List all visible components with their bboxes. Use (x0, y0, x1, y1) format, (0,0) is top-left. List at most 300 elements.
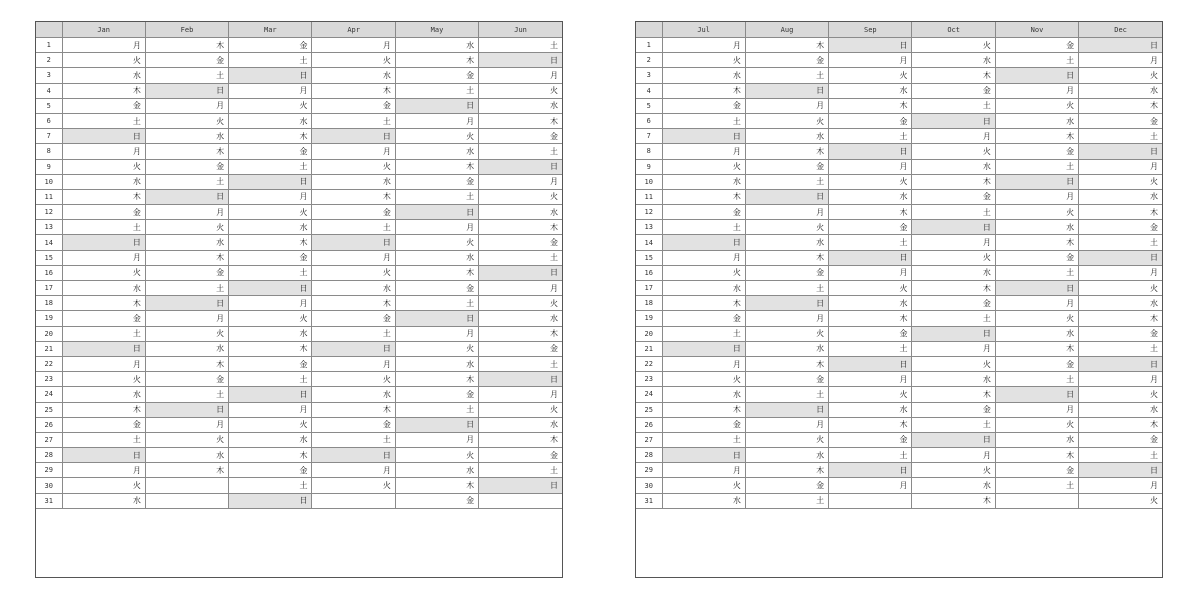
day-cell[interactable]: 木 (312, 296, 395, 311)
day-cell[interactable]: 火 (912, 144, 995, 159)
day-cell[interactable]: 日 (229, 387, 312, 402)
day-cell[interactable]: 日 (995, 387, 1078, 402)
day-cell[interactable]: 火 (312, 265, 395, 280)
day-cell[interactable]: 月 (395, 113, 478, 128)
day-cell[interactable]: 土 (995, 478, 1078, 493)
day-cell[interactable]: 金 (145, 265, 228, 280)
day-cell[interactable]: 土 (995, 159, 1078, 174)
day-cell[interactable]: 水 (145, 341, 228, 356)
day-cell[interactable]: 火 (662, 478, 745, 493)
day-cell[interactable]: 日 (312, 129, 395, 144)
day-cell[interactable]: 木 (995, 235, 1078, 250)
day-cell[interactable]: 水 (662, 281, 745, 296)
day-cell[interactable]: 水 (1079, 402, 1162, 417)
day-cell[interactable]: 水 (995, 113, 1078, 128)
day-cell[interactable]: 水 (829, 189, 912, 204)
day-cell[interactable]: 金 (229, 250, 312, 265)
day-cell[interactable]: 水 (912, 53, 995, 68)
day-cell[interactable]: 金 (745, 372, 828, 387)
day-cell[interactable]: 金 (229, 38, 312, 53)
day-cell[interactable]: 土 (662, 432, 745, 447)
day-cell[interactable]: 水 (145, 129, 228, 144)
day-cell[interactable]: 日 (1079, 463, 1162, 478)
day-cell[interactable]: 金 (912, 402, 995, 417)
day-cell[interactable]: 日 (912, 220, 995, 235)
day-cell[interactable]: 土 (312, 326, 395, 341)
day-cell[interactable]: 火 (995, 417, 1078, 432)
day-cell[interactable]: 木 (229, 235, 312, 250)
day-cell[interactable]: 土 (312, 220, 395, 235)
day-cell[interactable]: 木 (745, 38, 828, 53)
day-cell[interactable]: 木 (479, 326, 562, 341)
day-cell[interactable]: 火 (312, 53, 395, 68)
day-cell[interactable]: 火 (745, 113, 828, 128)
day-cell[interactable]: 金 (479, 448, 562, 463)
day-cell[interactable]: 火 (912, 250, 995, 265)
day-cell[interactable]: 日 (995, 281, 1078, 296)
day-cell[interactable]: 金 (479, 341, 562, 356)
day-cell[interactable]: 火 (395, 129, 478, 144)
day-cell[interactable]: 月 (995, 296, 1078, 311)
day-cell[interactable]: 火 (479, 83, 562, 98)
day-cell[interactable]: 月 (395, 432, 478, 447)
day-cell[interactable]: 日 (62, 341, 145, 356)
day-cell[interactable]: 木 (145, 356, 228, 371)
day-cell[interactable]: 水 (479, 311, 562, 326)
day-cell[interactable]: 水 (1079, 296, 1162, 311)
day-cell[interactable]: 水 (662, 387, 745, 402)
day-cell[interactable]: 木 (479, 220, 562, 235)
day-cell[interactable]: 水 (745, 448, 828, 463)
day-cell[interactable]: 日 (479, 53, 562, 68)
day-cell[interactable]: 金 (995, 144, 1078, 159)
day-cell[interactable]: 土 (229, 53, 312, 68)
day-cell[interactable]: 木 (662, 83, 745, 98)
day-cell[interactable]: 月 (912, 129, 995, 144)
day-cell[interactable]: 火 (395, 235, 478, 250)
day-cell[interactable]: 火 (229, 417, 312, 432)
day-cell[interactable]: 水 (395, 356, 478, 371)
day-cell[interactable]: 火 (662, 265, 745, 280)
day-cell[interactable]: 土 (912, 98, 995, 113)
day-cell[interactable]: 月 (995, 189, 1078, 204)
day-cell[interactable]: 水 (662, 493, 745, 508)
day-cell[interactable]: 火 (829, 68, 912, 83)
day-cell[interactable]: 月 (145, 417, 228, 432)
day-cell[interactable]: 火 (912, 463, 995, 478)
day-cell[interactable]: 土 (995, 53, 1078, 68)
day-cell[interactable]: 月 (829, 159, 912, 174)
day-cell[interactable]: 日 (745, 83, 828, 98)
day-cell[interactable]: 金 (395, 387, 478, 402)
day-cell[interactable]: 月 (995, 402, 1078, 417)
day-cell[interactable]: 木 (1079, 205, 1162, 220)
day-cell[interactable]: 木 (995, 341, 1078, 356)
day-cell[interactable]: 土 (229, 478, 312, 493)
day-cell[interactable]: 木 (912, 174, 995, 189)
day-cell[interactable]: 水 (62, 387, 145, 402)
day-cell[interactable]: 土 (745, 281, 828, 296)
day-cell[interactable]: 月 (829, 265, 912, 280)
day-cell[interactable]: 木 (912, 493, 995, 508)
day-cell[interactable]: 月 (229, 189, 312, 204)
day-cell[interactable]: 火 (1079, 387, 1162, 402)
day-cell[interactable]: 日 (829, 250, 912, 265)
day-cell[interactable] (145, 493, 228, 508)
day-cell[interactable]: 土 (1079, 129, 1162, 144)
day-cell[interactable]: 日 (1079, 38, 1162, 53)
day-cell[interactable]: 金 (745, 53, 828, 68)
day-cell[interactable]: 金 (145, 53, 228, 68)
day-cell[interactable]: 金 (312, 417, 395, 432)
day-cell[interactable]: 月 (1079, 478, 1162, 493)
day-cell[interactable]: 月 (312, 463, 395, 478)
day-cell[interactable]: 火 (62, 478, 145, 493)
day-cell[interactable]: 水 (62, 68, 145, 83)
day-cell[interactable]: 火 (229, 205, 312, 220)
day-cell[interactable]: 土 (229, 372, 312, 387)
day-cell[interactable]: 月 (62, 250, 145, 265)
day-cell[interactable]: 木 (145, 463, 228, 478)
day-cell[interactable]: 金 (995, 250, 1078, 265)
day-cell[interactable]: 金 (1079, 220, 1162, 235)
day-cell[interactable]: 金 (395, 174, 478, 189)
day-cell[interactable]: 月 (479, 68, 562, 83)
day-cell[interactable]: 土 (229, 265, 312, 280)
day-cell[interactable]: 木 (912, 281, 995, 296)
day-cell[interactable]: 木 (145, 38, 228, 53)
day-cell[interactable]: 月 (745, 205, 828, 220)
day-cell[interactable]: 金 (829, 220, 912, 235)
day-cell[interactable]: 土 (395, 296, 478, 311)
day-cell[interactable]: 水 (995, 432, 1078, 447)
day-cell[interactable]: 日 (479, 478, 562, 493)
day-cell[interactable]: 金 (145, 372, 228, 387)
day-cell[interactable]: 土 (479, 38, 562, 53)
day-cell[interactable]: 土 (395, 83, 478, 98)
day-cell[interactable]: 月 (62, 463, 145, 478)
day-cell[interactable]: 日 (229, 493, 312, 508)
day-cell[interactable]: 金 (62, 205, 145, 220)
day-cell[interactable]: 金 (912, 296, 995, 311)
day-cell[interactable]: 土 (1079, 235, 1162, 250)
day-cell[interactable]: 火 (1079, 68, 1162, 83)
day-cell[interactable]: 火 (745, 220, 828, 235)
day-cell[interactable]: 木 (395, 159, 478, 174)
day-cell[interactable]: 木 (145, 144, 228, 159)
day-cell[interactable]: 土 (479, 356, 562, 371)
day-cell[interactable]: 日 (829, 356, 912, 371)
day-cell[interactable]: 木 (829, 205, 912, 220)
day-cell[interactable]: 火 (912, 356, 995, 371)
day-cell[interactable]: 月 (662, 144, 745, 159)
day-cell[interactable]: 火 (995, 205, 1078, 220)
day-cell[interactable]: 土 (145, 174, 228, 189)
day-cell[interactable]: 月 (62, 38, 145, 53)
day-cell[interactable]: 金 (1079, 326, 1162, 341)
day-cell[interactable]: 金 (995, 463, 1078, 478)
day-cell[interactable]: 水 (912, 265, 995, 280)
day-cell[interactable]: 水 (829, 296, 912, 311)
day-cell[interactable]: 火 (1079, 493, 1162, 508)
day-cell[interactable]: 日 (1079, 356, 1162, 371)
day-cell[interactable]: 火 (62, 265, 145, 280)
day-cell[interactable]: 木 (1079, 98, 1162, 113)
day-cell[interactable]: 木 (829, 98, 912, 113)
day-cell[interactable]: 水 (912, 372, 995, 387)
day-cell[interactable]: 木 (662, 296, 745, 311)
day-cell[interactable]: 月 (312, 356, 395, 371)
day-cell[interactable]: 木 (829, 417, 912, 432)
day-cell[interactable]: 木 (62, 402, 145, 417)
day-cell[interactable]: 日 (662, 341, 745, 356)
day-cell[interactable]: 木 (912, 68, 995, 83)
day-cell[interactable]: 火 (662, 372, 745, 387)
day-cell[interactable]: 日 (312, 448, 395, 463)
day-cell[interactable]: 金 (745, 159, 828, 174)
day-cell[interactable]: 木 (745, 144, 828, 159)
day-cell[interactable]: 土 (145, 387, 228, 402)
day-cell[interactable]: 木 (479, 113, 562, 128)
day-cell[interactable]: 日 (912, 113, 995, 128)
day-cell[interactable]: 木 (829, 311, 912, 326)
day-cell[interactable]: 火 (312, 478, 395, 493)
day-cell[interactable]: 日 (662, 129, 745, 144)
day-cell[interactable]: 金 (229, 463, 312, 478)
day-cell[interactable]: 金 (745, 478, 828, 493)
day-cell[interactable]: 火 (1079, 281, 1162, 296)
day-cell[interactable]: 火 (62, 159, 145, 174)
day-cell[interactable]: 水 (745, 235, 828, 250)
day-cell[interactable]: 日 (312, 235, 395, 250)
day-cell[interactable]: 木 (395, 478, 478, 493)
day-cell[interactable]: 火 (229, 98, 312, 113)
day-cell[interactable]: 日 (145, 296, 228, 311)
day-cell[interactable]: 土 (395, 189, 478, 204)
day-cell[interactable]: 土 (62, 326, 145, 341)
day-cell[interactable]: 土 (1079, 448, 1162, 463)
day-cell[interactable]: 水 (395, 144, 478, 159)
day-cell[interactable]: 土 (479, 144, 562, 159)
day-cell[interactable]: 土 (1079, 341, 1162, 356)
day-cell[interactable]: 金 (995, 38, 1078, 53)
day-cell[interactable] (829, 493, 912, 508)
day-cell[interactable]: 水 (745, 341, 828, 356)
day-cell[interactable]: 月 (229, 83, 312, 98)
day-cell[interactable]: 水 (312, 68, 395, 83)
day-cell[interactable]: 水 (829, 402, 912, 417)
day-cell[interactable]: 木 (745, 356, 828, 371)
day-cell[interactable]: 水 (829, 83, 912, 98)
day-cell[interactable]: 金 (312, 205, 395, 220)
day-cell[interactable]: 月 (62, 356, 145, 371)
day-cell[interactable]: 木 (995, 448, 1078, 463)
day-cell[interactable]: 月 (145, 98, 228, 113)
day-cell[interactable]: 月 (479, 174, 562, 189)
day-cell[interactable]: 土 (395, 402, 478, 417)
day-cell[interactable]: 火 (479, 296, 562, 311)
day-cell[interactable]: 火 (395, 448, 478, 463)
day-cell[interactable]: 土 (745, 387, 828, 402)
day-cell[interactable]: 水 (229, 220, 312, 235)
day-cell[interactable]: 金 (62, 417, 145, 432)
day-cell[interactable]: 火 (829, 281, 912, 296)
day-cell[interactable]: 水 (145, 448, 228, 463)
day-cell[interactable]: 水 (479, 417, 562, 432)
day-cell[interactable]: 月 (229, 402, 312, 417)
day-cell[interactable]: 土 (829, 235, 912, 250)
day-cell[interactable]: 土 (229, 159, 312, 174)
day-cell[interactable]: 金 (662, 417, 745, 432)
day-cell[interactable]: 水 (1079, 83, 1162, 98)
day-cell[interactable]: 月 (912, 235, 995, 250)
day-cell[interactable]: 火 (312, 372, 395, 387)
day-cell[interactable] (479, 493, 562, 508)
day-cell[interactable]: 水 (229, 113, 312, 128)
day-cell[interactable]: 月 (662, 463, 745, 478)
day-cell[interactable]: 土 (912, 205, 995, 220)
day-cell[interactable]: 水 (912, 159, 995, 174)
day-cell[interactable]: 水 (229, 326, 312, 341)
day-cell[interactable]: 金 (229, 144, 312, 159)
day-cell[interactable]: 金 (229, 356, 312, 371)
day-cell[interactable]: 火 (829, 174, 912, 189)
day-cell[interactable]: 日 (912, 432, 995, 447)
day-cell[interactable]: 水 (995, 220, 1078, 235)
day-cell[interactable]: 日 (229, 281, 312, 296)
day-cell[interactable]: 土 (479, 250, 562, 265)
day-cell[interactable]: 木 (62, 296, 145, 311)
day-cell[interactable]: 土 (662, 113, 745, 128)
day-cell[interactable]: 日 (395, 205, 478, 220)
day-cell[interactable]: 日 (395, 98, 478, 113)
day-cell[interactable]: 火 (229, 311, 312, 326)
day-cell[interactable]: 火 (995, 98, 1078, 113)
day-cell[interactable]: 水 (395, 463, 478, 478)
day-cell[interactable]: 土 (62, 113, 145, 128)
day-cell[interactable]: 土 (829, 341, 912, 356)
day-cell[interactable]: 月 (229, 296, 312, 311)
day-cell[interactable]: 土 (662, 220, 745, 235)
day-cell[interactable]: 月 (62, 144, 145, 159)
day-cell[interactable]: 月 (479, 387, 562, 402)
day-cell[interactable]: 水 (395, 250, 478, 265)
day-cell[interactable]: 月 (912, 448, 995, 463)
day-cell[interactable]: 土 (829, 129, 912, 144)
day-cell[interactable]: 日 (745, 402, 828, 417)
day-cell[interactable]: 月 (395, 326, 478, 341)
day-cell[interactable]: 土 (745, 493, 828, 508)
day-cell[interactable]: 火 (395, 341, 478, 356)
day-cell[interactable]: 火 (62, 53, 145, 68)
day-cell[interactable]: 金 (395, 493, 478, 508)
day-cell[interactable]: 水 (745, 129, 828, 144)
day-cell[interactable]: 月 (479, 281, 562, 296)
day-cell[interactable]: 月 (745, 98, 828, 113)
day-cell[interactable]: 日 (912, 326, 995, 341)
day-cell[interactable]: 木 (312, 83, 395, 98)
day-cell[interactable]: 金 (662, 98, 745, 113)
day-cell[interactable]: 金 (395, 281, 478, 296)
day-cell[interactable]: 金 (479, 129, 562, 144)
day-cell[interactable]: 日 (995, 174, 1078, 189)
day-cell[interactable]: 火 (479, 189, 562, 204)
day-cell[interactable]: 土 (312, 432, 395, 447)
day-cell[interactable]: 日 (145, 189, 228, 204)
day-cell[interactable]: 木 (912, 387, 995, 402)
day-cell[interactable]: 金 (912, 83, 995, 98)
day-cell[interactable]: 土 (995, 372, 1078, 387)
day-cell[interactable]: 月 (829, 478, 912, 493)
day-cell[interactable]: 日 (62, 235, 145, 250)
day-cell[interactable]: 火 (1079, 174, 1162, 189)
day-cell[interactable]: 水 (1079, 189, 1162, 204)
day-cell[interactable]: 土 (745, 68, 828, 83)
day-cell[interactable] (995, 493, 1078, 508)
day-cell[interactable]: 木 (745, 250, 828, 265)
day-cell[interactable]: 土 (662, 326, 745, 341)
day-cell[interactable]: 水 (662, 68, 745, 83)
day-cell[interactable]: 火 (662, 159, 745, 174)
day-cell[interactable]: 金 (62, 311, 145, 326)
day-cell[interactable]: 月 (912, 341, 995, 356)
day-cell[interactable]: 金 (662, 311, 745, 326)
day-cell[interactable]: 日 (395, 417, 478, 432)
day-cell[interactable]: 水 (662, 174, 745, 189)
day-cell[interactable]: 水 (62, 281, 145, 296)
day-cell[interactable]: 日 (745, 189, 828, 204)
day-cell[interactable]: 水 (395, 38, 478, 53)
day-cell[interactable]: 土 (312, 113, 395, 128)
day-cell[interactable]: 月 (745, 417, 828, 432)
day-cell[interactable]: 日 (662, 448, 745, 463)
day-cell[interactable]: 日 (145, 402, 228, 417)
day-cell[interactable]: 木 (395, 53, 478, 68)
day-cell[interactable]: 月 (145, 205, 228, 220)
day-cell[interactable]: 火 (829, 387, 912, 402)
day-cell[interactable]: 金 (395, 68, 478, 83)
day-cell[interactable]: 土 (912, 417, 995, 432)
day-cell[interactable]: 水 (229, 432, 312, 447)
day-cell[interactable]: 月 (662, 38, 745, 53)
day-cell[interactable]: 月 (829, 53, 912, 68)
day-cell[interactable]: 木 (312, 189, 395, 204)
day-cell[interactable]: 金 (479, 235, 562, 250)
day-cell[interactable]: 金 (1079, 432, 1162, 447)
day-cell[interactable]: 金 (145, 159, 228, 174)
day-cell[interactable]: 土 (912, 311, 995, 326)
day-cell[interactable]: 月 (1079, 159, 1162, 174)
day-cell[interactable]: 日 (229, 174, 312, 189)
day-cell[interactable]: 木 (1079, 417, 1162, 432)
day-cell[interactable]: 土 (145, 281, 228, 296)
day-cell[interactable]: 日 (829, 463, 912, 478)
day-cell[interactable]: 火 (745, 326, 828, 341)
day-cell[interactable]: 日 (479, 372, 562, 387)
day-cell[interactable]: 金 (745, 265, 828, 280)
day-cell[interactable]: 火 (145, 326, 228, 341)
day-cell[interactable]: 月 (312, 144, 395, 159)
day-cell[interactable]: 月 (1079, 265, 1162, 280)
day-cell[interactable]: 水 (479, 98, 562, 113)
day-cell[interactable]: 水 (912, 478, 995, 493)
day-cell[interactable]: 日 (829, 38, 912, 53)
day-cell[interactable]: 木 (479, 432, 562, 447)
day-cell[interactable]: 土 (995, 265, 1078, 280)
day-cell[interactable]: 日 (745, 296, 828, 311)
day-cell[interactable]: 月 (662, 250, 745, 265)
day-cell[interactable]: 木 (395, 372, 478, 387)
